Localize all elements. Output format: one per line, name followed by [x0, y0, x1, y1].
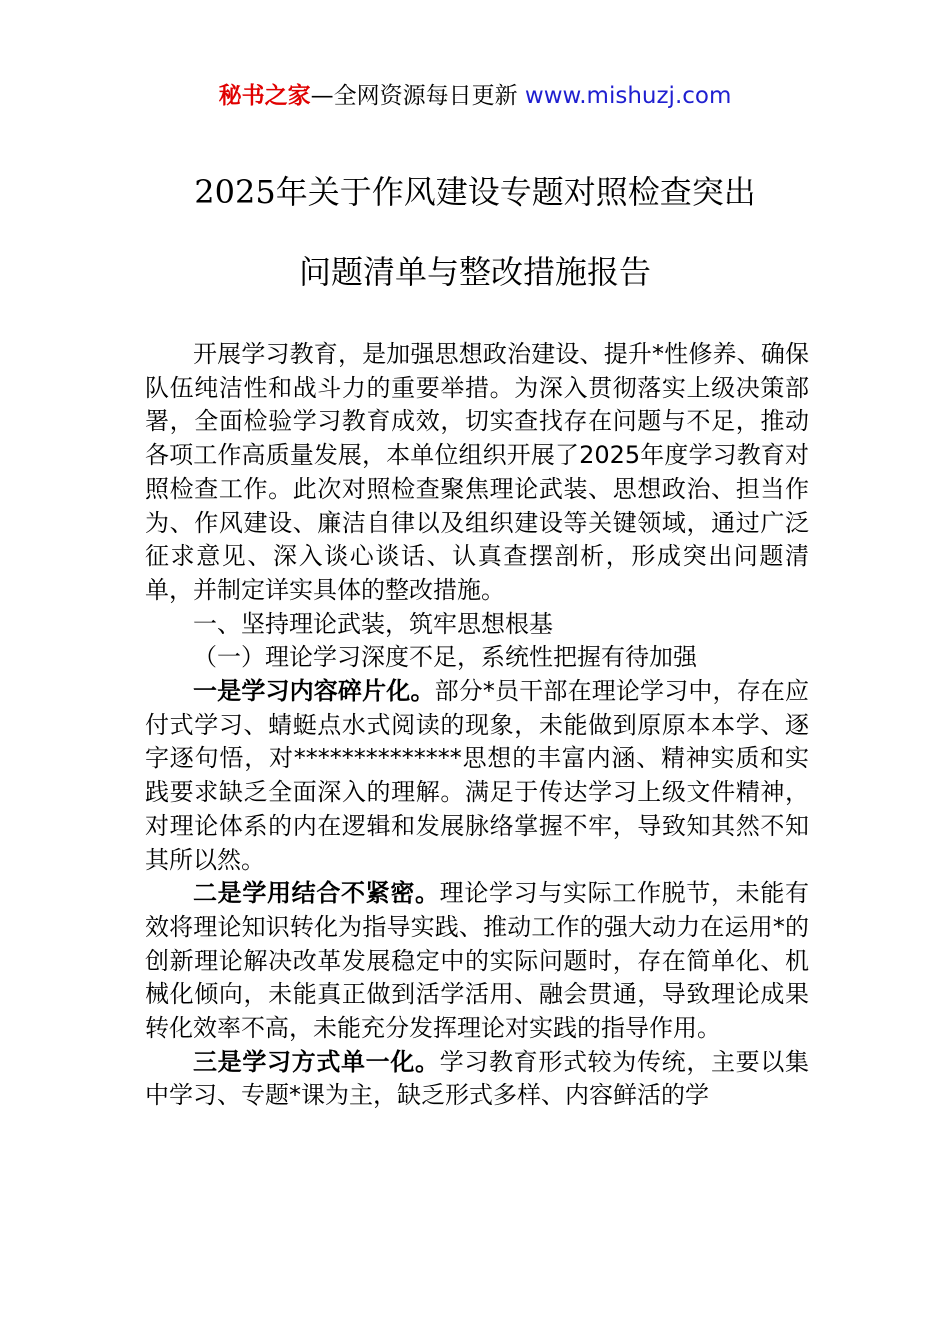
- point-lead-2: 二是学用结合不紧密。: [193, 879, 440, 908]
- point-paragraph-3: [145, 1046, 809, 1113]
- site-url-link[interactable]: www.mishuzj.com: [524, 83, 732, 109]
- intro-paragraph: 开展学习教育，是加强思想政治建设、提升*性修养、确保队伍纯洁性和战斗力的重要举措。为深入贯彻落实上级决策部署，全面检验学习教育成效，切实查找存在问题与不足，推动各项工作高质量发展，本单位组织开展了2025年度学习教育对照检查工作。此次对照检查聚焦理论武装、思想政治、担当作为、作风建设、廉洁自律以及组织建设等关键领域，通过广泛征求意见、深入谈心谈话、认真查摆剖析，形成突出问题清单，并制定详实具体的整改措施。: [145, 340, 809, 604]
- title-line-1: 2025年关于作风建设专题对照检查突出: [194, 173, 756, 211]
- site-brand: 秘书之家: [218, 83, 311, 109]
- title-line-2: 问题清单与整改措施报告: [298, 253, 651, 291]
- site-header: [0, 80, 950, 112]
- point-lead-3: 三是学习方式单一化。: [193, 1047, 440, 1076]
- subsection-heading: （一）理论学习深度不足，系统性把握有待加强: [193, 643, 697, 672]
- point-paragraph-2: [145, 877, 809, 1046]
- point-paragraph-1: [145, 675, 809, 877]
- site-tagline: —全网资源每日更新: [310, 83, 525, 109]
- point-text-2: 理论学习与实际工作脱节，未能有效将理论知识转化为指导实践、推动工作的强大动力在运用*的创新理论解决改革发展稳定中的实际问题时，存在简单化、机械化倾向，未能真正做到活学活用、融会贯通，导致理论成果转化效率不高，未能充分发挥理论对实践的指导作用。: [145, 879, 810, 1043]
- point-lead-1: 一是学习内容碎片化。: [193, 677, 435, 706]
- section-heading: 一、坚持理论武装，筑牢思想根基: [193, 609, 553, 638]
- point-text-1: 部分*员干部在理论学习中，存在应付式学习、蜻蜓点水式阅读的现象，未能做到原原本本学、逐字逐句悟，对**************思想的丰富内涵、精神实质和实践要求缺乏全面深入的理解。满足于传达学习上级文件精神，对理论体系的内在逻辑和发展脉络掌握不牢，导致知其然不知其所以然。: [145, 677, 810, 874]
- document-body: [145, 338, 809, 1113]
- point-text-3: 学习教育形式较为传统，主要以集中学习、专题*课为主，缺乏形式多样、内容鲜活的学: [145, 1047, 810, 1110]
- document-title: [0, 152, 950, 312]
